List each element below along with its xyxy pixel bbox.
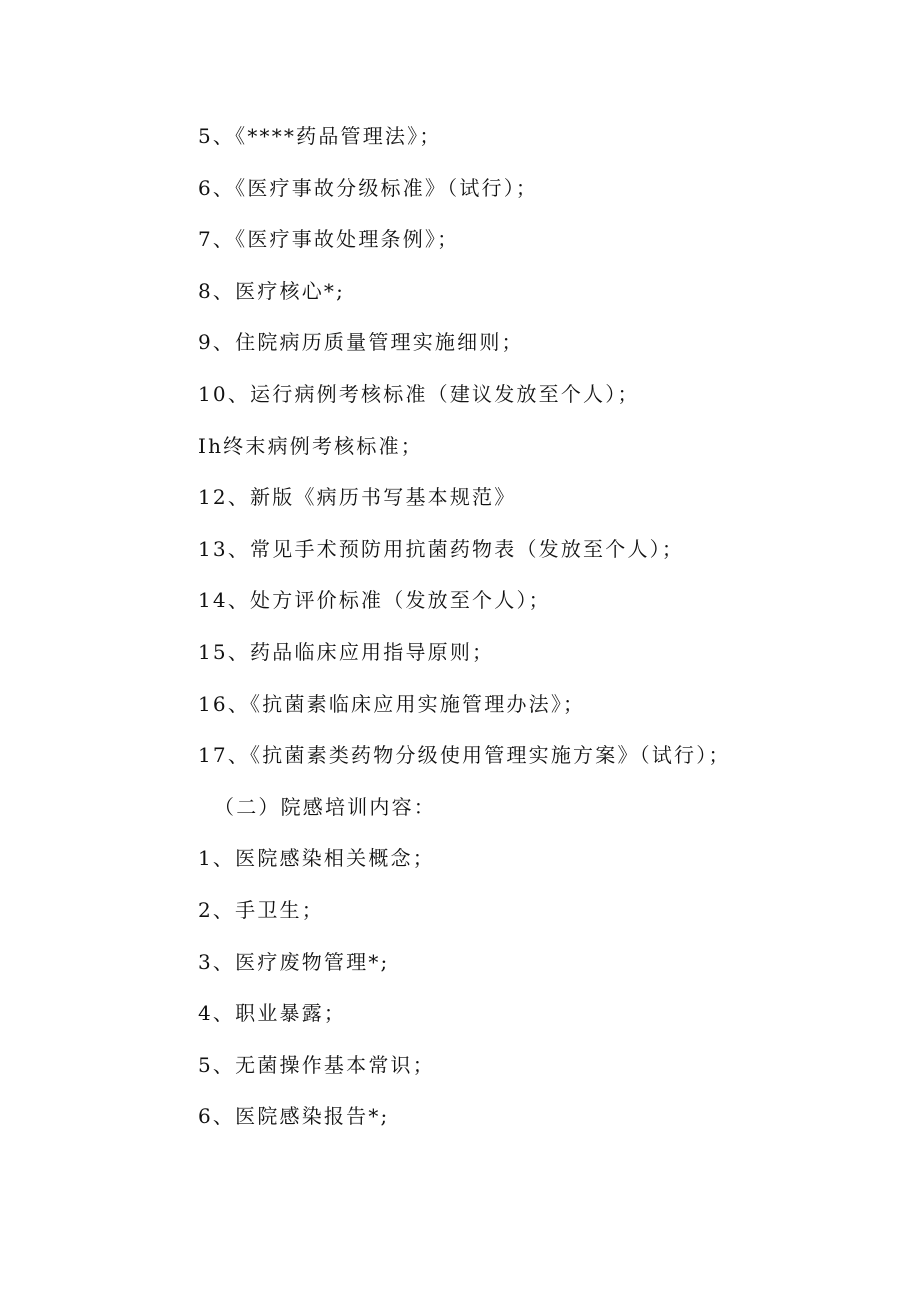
list-item-prescription-standard: 14、处方评价标准（发放至个人）； <box>198 588 551 613</box>
document-body <box>198 118 898 1150</box>
list-item-aseptic-operation: 5、无菌操作基本常识； <box>198 1052 435 1077</box>
list-item-hand-hygiene: 2、手卫生； <box>198 897 324 922</box>
list-item-antibiotic-table: 13、常见手术预防用抗菌药物表（发放至个人）； <box>198 536 685 561</box>
list-item-antibiotic-measures: 16、《抗菌素临床应用实施管理办法》； <box>198 691 586 716</box>
section-heading-infection-training: （二）院感培训内容： <box>214 794 436 819</box>
list-item-antibiotic-plan: 17、《抗菌素类药物分级使用管理实施方案》（试行）； <box>198 743 731 768</box>
list-item-accident-regulation: 7、《医疗事故处理条例》； <box>198 227 460 252</box>
list-item-drug-guideline: 15、药品临床应用指导原则； <box>198 639 495 664</box>
list-item-accident-grading: 6、《医疗事故分级标准》（试行）； <box>198 175 539 200</box>
list-item-occupational-exposure: 4、职业暴露； <box>198 1001 347 1026</box>
list-item-infection-report: 6、医院感染报告*; <box>198 1104 390 1129</box>
list-item-final-case: Ih终末病例考核标准； <box>198 433 423 458</box>
list-item-record-writing: 12、新版《病历书写基本规范》 <box>198 485 517 510</box>
list-item-running-case: 10、运行病例考核标准（建议发放至个人）； <box>198 381 640 406</box>
list-item-drug-law: 5、《****药品管理法》； <box>198 124 442 148</box>
list-item-record-quality: 9、住院病历质量管理实施细则； <box>198 330 524 355</box>
list-item-medical-waste: 3、医疗废物管理*; <box>198 949 390 974</box>
list-item-core-system: 8、医疗核心*; <box>198 278 346 303</box>
list-item-infection-concepts: 1、医院感染相关概念； <box>198 846 435 871</box>
